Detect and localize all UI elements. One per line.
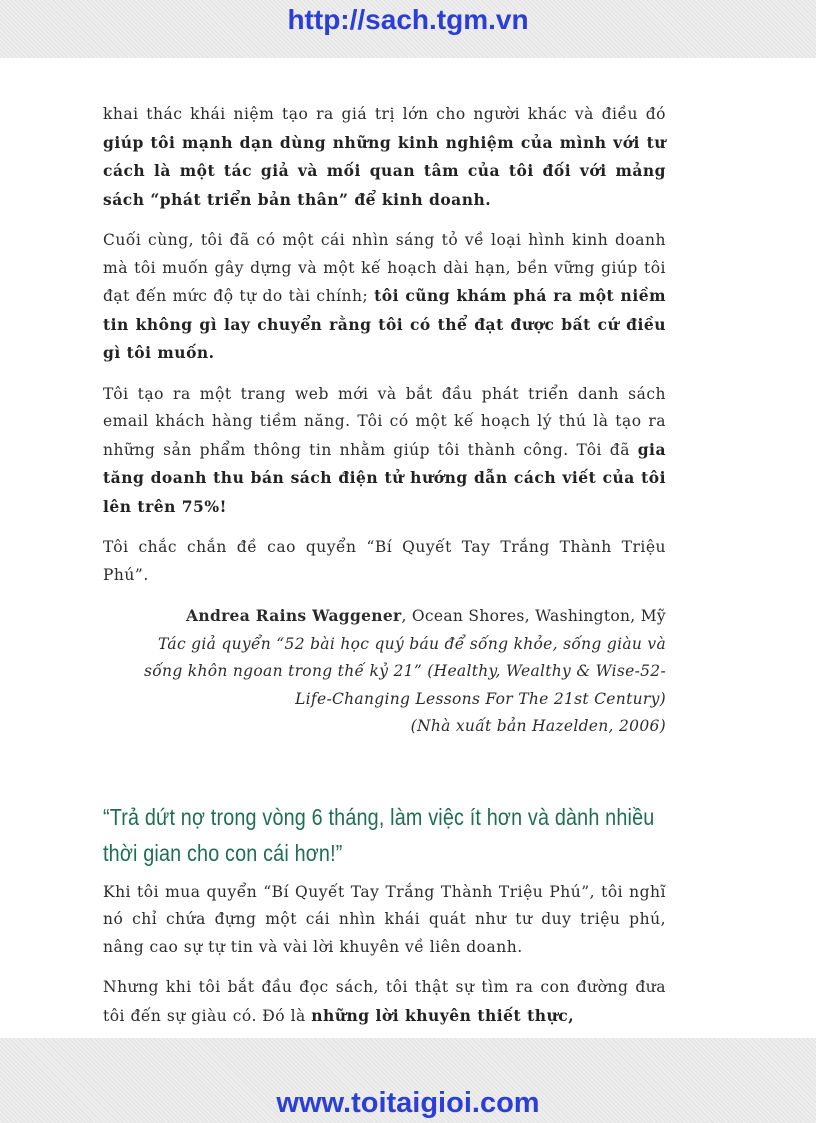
author-location: , Ocean Shores, Washington, Mỹ (401, 607, 666, 625)
page-content (103, 101, 666, 1043)
paragraph-3 (103, 381, 666, 522)
publisher-text: (Nhà xuất bản Hazelden, 2006) (410, 717, 666, 735)
paragraph-1-text: khai thác khái niệm tạo ra giá trị lớn cho người khác và điều đó (103, 105, 666, 123)
paragraph-2-bold: tôi cũng khám phá ra một niềm tin không gì lay chuyển rằng tôi có thể đạt được bất cứ điều gì tôi muốn. (103, 286, 666, 362)
attribution-book (103, 631, 666, 714)
paragraph-4: Tôi chắc chắn đề cao quyển “Bí Quyết Tay Trắng Thành Triệu Phú”. (103, 538, 666, 584)
paragraph-6-bold: những lời khuyên thiết thực, (311, 1005, 575, 1025)
paragraph-6-text: Nhưng khi tôi bắt đầu đọc sách, tôi thật sự tìm ra con đường đưa tôi đến sự giàu có. Đó là (103, 978, 666, 1025)
attribution-publisher (103, 713, 666, 741)
paragraph-3-text: Tôi tạo ra một trang web mới và bắt đầu phát triển danh sách email khách hàng tiềm năng. Tôi có một kế hoạch lý thú là tạo ra những sản phẩm thông tin nhằm giúp tôi thành công. Tôi đã (103, 384, 666, 459)
paragraph-2-text: Cuối cùng, tôi đã có một cái nhìn sáng tỏ về loại hình kinh doanh mà tôi muốn gây dựng và một kế hoạch dài hạn, bền vững giúp tôi đạt đến mức độ tự do tài chính; (103, 231, 666, 305)
paragraph-5: Khi tôi mua quyển “Bí Quyết Tay Trắng Thành Triệu Phú”, tôi nghĩ nó chỉ chứa đựng một cái nhìn khái quát như tư duy triệu phú, nâng cao sự tự tin và vài lời khuyên về liên doanh. (103, 882, 666, 956)
paragraph-3-bold: gia tăng doanh thu bán sách điện tử hướng dẫn cách viết của tôi lên trên 75%! (103, 439, 666, 516)
author-name: Andrea Rains Waggener (186, 606, 402, 625)
paragraph-2 (103, 227, 666, 368)
header-url[interactable]: http://sach.tgm.vn (287, 4, 529, 35)
book-title: Tác giả quyển “52 bài học quý báu để sống khỏe, sống giàu và sống khôn ngoan trong thế kỷ 21” (Healthy, Wealthy & Wise-52-Life-Changing Lessons For The 21st Century) (144, 634, 666, 708)
paragraph-1-bold: giúp tôi mạnh dạn dùng những kinh nghiệm của mình với tư cách là một tác giả và mối quan tâm của tôi đối với mảng sách “phát triển bản thân” để kinh doanh. (103, 132, 666, 209)
section-heading: “Trả dứt nợ trong vòng 6 tháng, làm việc ít hơn và dành nhiều thời gian cho con cái hơn!” (103, 803, 655, 866)
paragraph-1 (103, 101, 666, 214)
paragraph-6 (103, 974, 666, 1030)
attribution-author (103, 602, 666, 631)
footer-url[interactable]: www.toitaigioi.com (276, 1087, 540, 1119)
